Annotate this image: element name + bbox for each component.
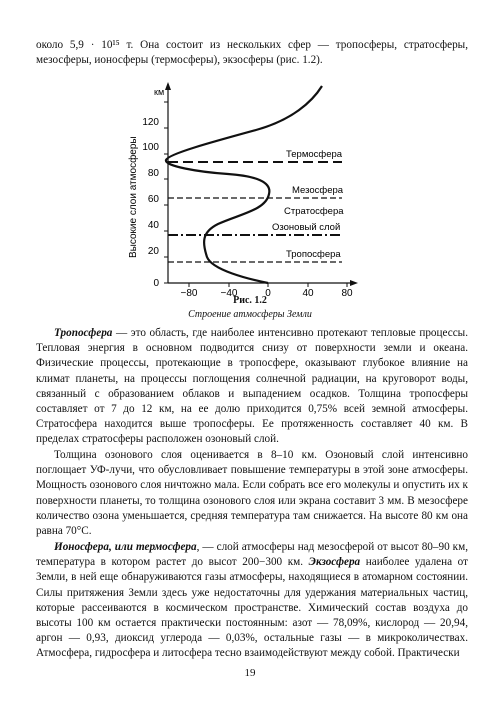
stratosphere-label: Стратосфера	[284, 206, 344, 217]
term-troposphere: Тропосфера	[54, 327, 113, 339]
y-tick-label: 0	[153, 278, 159, 289]
troposphere-label: Тропосфера	[286, 249, 341, 260]
figure-number: Рис. 1.2	[233, 295, 267, 306]
x-tick-label: −40	[220, 288, 238, 299]
x-tick-label: −80	[180, 288, 198, 299]
thermosphere-label: Термосфера	[286, 149, 343, 160]
x-tick-label: 40	[302, 288, 314, 299]
term-ionosphere: Ионосфера, или термосфера	[54, 541, 197, 553]
x-ticks	[189, 283, 347, 287]
y-axis-arrow	[165, 82, 171, 90]
ionosphere-paragraph	[36, 540, 468, 662]
x-axis-arrow	[350, 280, 358, 286]
y-tick-label: 120	[142, 117, 159, 128]
y-tick-label: 100	[142, 142, 159, 153]
y-tick-label: 20	[147, 246, 159, 257]
ozone-layer-label: Озоновый слой	[272, 222, 341, 233]
page-number: 19	[244, 667, 256, 679]
paragraph-text: Толщина озонового слоя оценивается в 8–10 км. Озоновый слой интенсивно поглощает УФ-лучи, что обусловливает повышение температуры в этой зоне атмосферы. Мощность озонового слоя ничтожно мала. Если собрать все его молекулы и опустить их к поверхности планеты, то толщина озонового слоя или экрана составит 3 мм. В мезосфере количество озона уменьшается, средняя температура там снижается. На высоте 80 км она равна 70°С.	[36, 449, 468, 538]
y-tick-label: 60	[147, 194, 159, 205]
y-tick-label: 40	[147, 220, 159, 231]
x-tick-label: 0	[265, 288, 271, 299]
y-axis-title: Высокие слои атмосферы	[128, 136, 139, 258]
mesosphere-label: Мезосфера	[292, 185, 344, 196]
y-unit-label: км	[154, 87, 165, 97]
paragraph-text: — это область, где наиболее интенсивно протекают тепловые процессы. Тепловая энергия в основном подводится снизу от поверхности земли и океана. Физические процессы, протекающие в тропосфере, оказывают глубокое влияние на климат планеты, на процессы поглощения солнечной радиации, на круговорот воды, связанный с образованием облаков и выпадением осадков. Толщина тропосферы составляет от 7 до 12 км, на ее долю приходится 0,75% всей земной атмосферы. Стратосфера находится выше тропосферы. Ее протяженность составляет 40 км. В пределах стратосферы расположен озоновый слой.	[36, 327, 468, 446]
y-tick-label: 80	[147, 168, 159, 179]
troposphere-paragraph	[36, 326, 468, 448]
paragraph-text: наиболее удалена от Земли, в ней еще обнаруживаются газы атмосферы, находящиеся в атомарном состоянии. Силы притяжения Земли здесь уже недостаточны для удержания материальных частиц, которые рассеиваются в космическом пространстве. Химический состав воздуха до высоты 100 км остается практически постоянным: азот — 78,09%, кислород — 20,94, аргон — 0,93, диоксид углерода — 0,03%, остальные газы — в микроколичествах. Атмосфера, гидросфера и литосфера тесно взаимодействуют между собой. Практически	[36, 556, 469, 660]
intro-paragraph: около 5,9 · 10¹⁵ т. Она состоит из нескольких сфер — тропосферы, стратосферы, мезосферы, ионосферы (термосферы), экзосферы (рис. 1.2).	[36, 39, 468, 67]
ozone-paragraph	[36, 448, 468, 539]
y-ticks	[164, 102, 168, 283]
paragraph-text: , — слой атмосферы над мезосферой от высот 80–90 км, температура в котором растет до высот 200−300 км.	[36, 541, 468, 569]
x-tick-label: 80	[341, 288, 353, 299]
term-exosphere: Экзосфера	[308, 556, 361, 569]
figure-caption: Строение атмосферы Земли	[188, 309, 312, 320]
atmosphere-structure-figure	[128, 82, 358, 299]
